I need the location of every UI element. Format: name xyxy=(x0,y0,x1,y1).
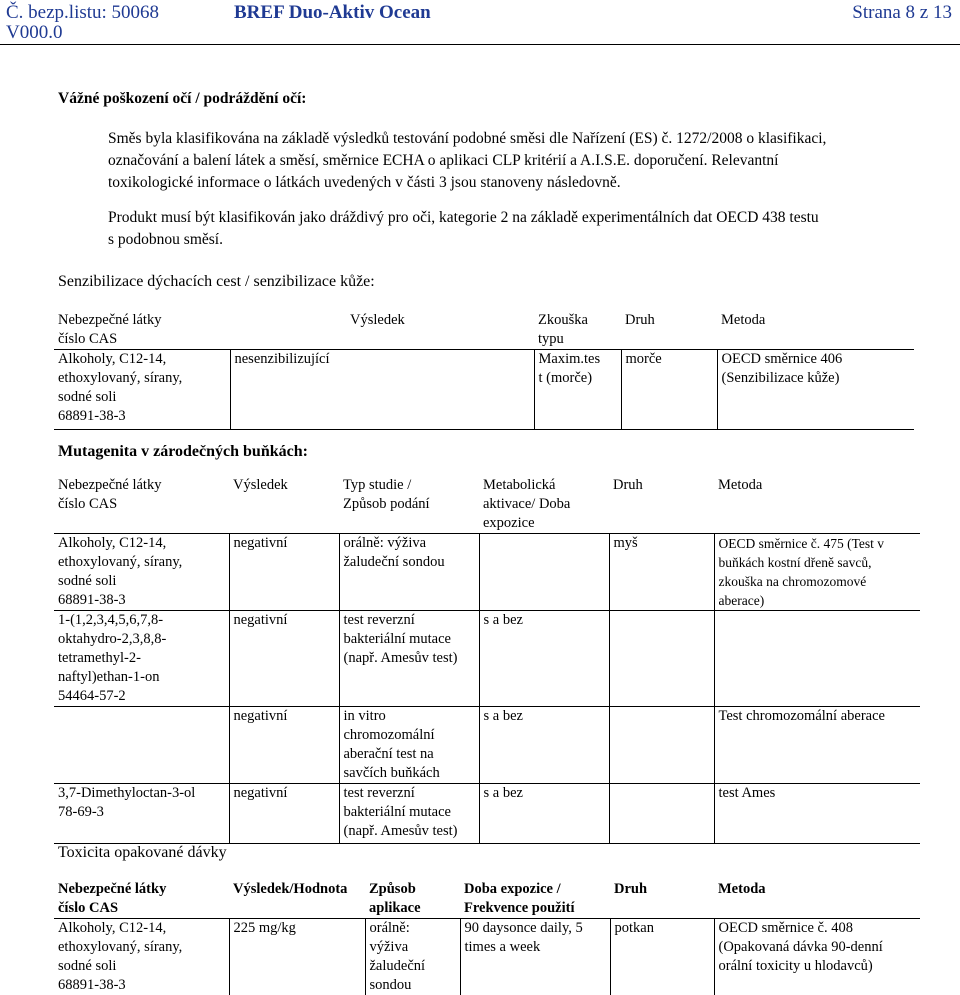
sheet-number: Č. bezp.listu: 50068 xyxy=(6,2,159,24)
col-result: Výsledek xyxy=(350,311,530,330)
repeat-header-row xyxy=(54,880,920,919)
table-row: 1-(1,2,3,4,5,6,7,8- oktahydro-2,3,8,8- tetramethyl-2- naftyl)ethan-1-on 54464-57-2 negativní test reverzní bakteriální mutace (např. Amesův test) s a bez xyxy=(54,611,920,707)
sens-header-row xyxy=(54,311,914,350)
col-route: Způsob aplikace xyxy=(369,880,456,918)
page-number: Strana 8 z 13 xyxy=(852,2,952,24)
col-exposure: Doba expozice / Frekvence použití xyxy=(464,880,606,918)
col-species: Druh xyxy=(614,880,710,899)
col-activation: Metabolická aktivace/ Doba expozice xyxy=(483,476,605,533)
col-substance: Nebezpečné látky číslo CAS xyxy=(58,880,225,918)
table-row: negativní in vitro chromozomální aberační test na savčích buňkách s a bez Test chromozomální aberace xyxy=(54,707,920,784)
col-method: Metoda xyxy=(721,311,910,330)
col-species: Druh xyxy=(625,311,713,330)
table-row: 3,7-Dimethyloctan-3-ol 78-69-3 negativní test reverzní bakteriální mutace (např. Amesův test) s a bez test Ames xyxy=(54,784,920,844)
col-substance: Nebezpečné látky číslo CAS xyxy=(58,311,226,349)
col-species: Druh xyxy=(613,476,710,495)
col-method: Metoda xyxy=(718,476,916,495)
col-result: Výsledek xyxy=(233,476,335,495)
repeat-heading: Toxicita opakované dávky xyxy=(58,842,227,864)
cell-result: nesenzibilizující xyxy=(235,350,530,369)
version: V000.0 xyxy=(6,22,62,44)
header-divider xyxy=(0,44,960,45)
repeat-table xyxy=(54,880,920,995)
cell-substance: Alkoholy, C12-14, ethoxylovaný, sírany, sodné soli 68891-38-3 xyxy=(58,350,226,426)
table-row: Alkoholy, C12-14, ethoxylovaný, sírany, sodné soli 68891-38-3 negativní orálně: výživa žaludeční sondou myš OECD směrnice č. 475 (Test v buňkách kostní dřeně savců, zkouška na chromozomové aberace) xyxy=(54,534,920,611)
col-result: Výsledek/Hodnota xyxy=(233,880,361,899)
cell-test-type: Maxim.tes t (morče) xyxy=(539,350,617,388)
table-row: Alkoholy, C12-14, ethoxylovaný, sírany, sodné soli 68891-38-3 225 mg/kg orálně: výživa žaludeční sondou 90 daysonce daily, 5 times a week potkan OECD směrnice č. 408 (Opakovaná dávka 90-denní orální toxicity u hlodavců) xyxy=(54,919,920,995)
page-header xyxy=(0,0,960,44)
eye-paragraph-2: Produkt musí být klasifikován jako dráždivý pro oči, kategorie 2 na základě experimentálních dat OECD 438 testu s podobnou směsí. xyxy=(108,207,819,251)
sens-table xyxy=(54,311,914,430)
cell-method: OECD směrnice 406 (Senzibilizace kůže) xyxy=(722,350,911,388)
muta-header-row xyxy=(54,476,920,534)
muta-heading: Mutagenita v zárodečných buňkách: xyxy=(58,441,308,463)
col-method: Metoda xyxy=(718,880,916,899)
product-name: BREF Duo-Aktiv Ocean xyxy=(234,2,431,24)
table-row xyxy=(54,350,914,430)
eye-heading: Vážné poškození očí / podráždění očí: xyxy=(58,88,306,110)
col-test-type: Zkouška typu xyxy=(538,311,617,349)
col-study: Typ studie / Způsob podání xyxy=(343,476,475,514)
cell-species: morče xyxy=(626,350,713,369)
sens-heading: Senzibilizace dýchacích cest / senzibilizace kůže: xyxy=(58,271,375,293)
muta-table xyxy=(54,476,920,844)
eye-paragraph-1: Směs byla klasifikována na základě výsledků testování podobné směsi dle Nařízení (ES) č. 1272/2008 o klasifikaci, označování a balení látek a směsí, směrnice ECHA o aplikaci CLP kritérií a A.I.S.E. doporučení. Relevantní toxikologické informace o látkách uvedených v části 3 jsou stanoveny následovně. xyxy=(108,128,826,194)
col-substance: Nebezpečné látky číslo CAS xyxy=(58,476,225,514)
